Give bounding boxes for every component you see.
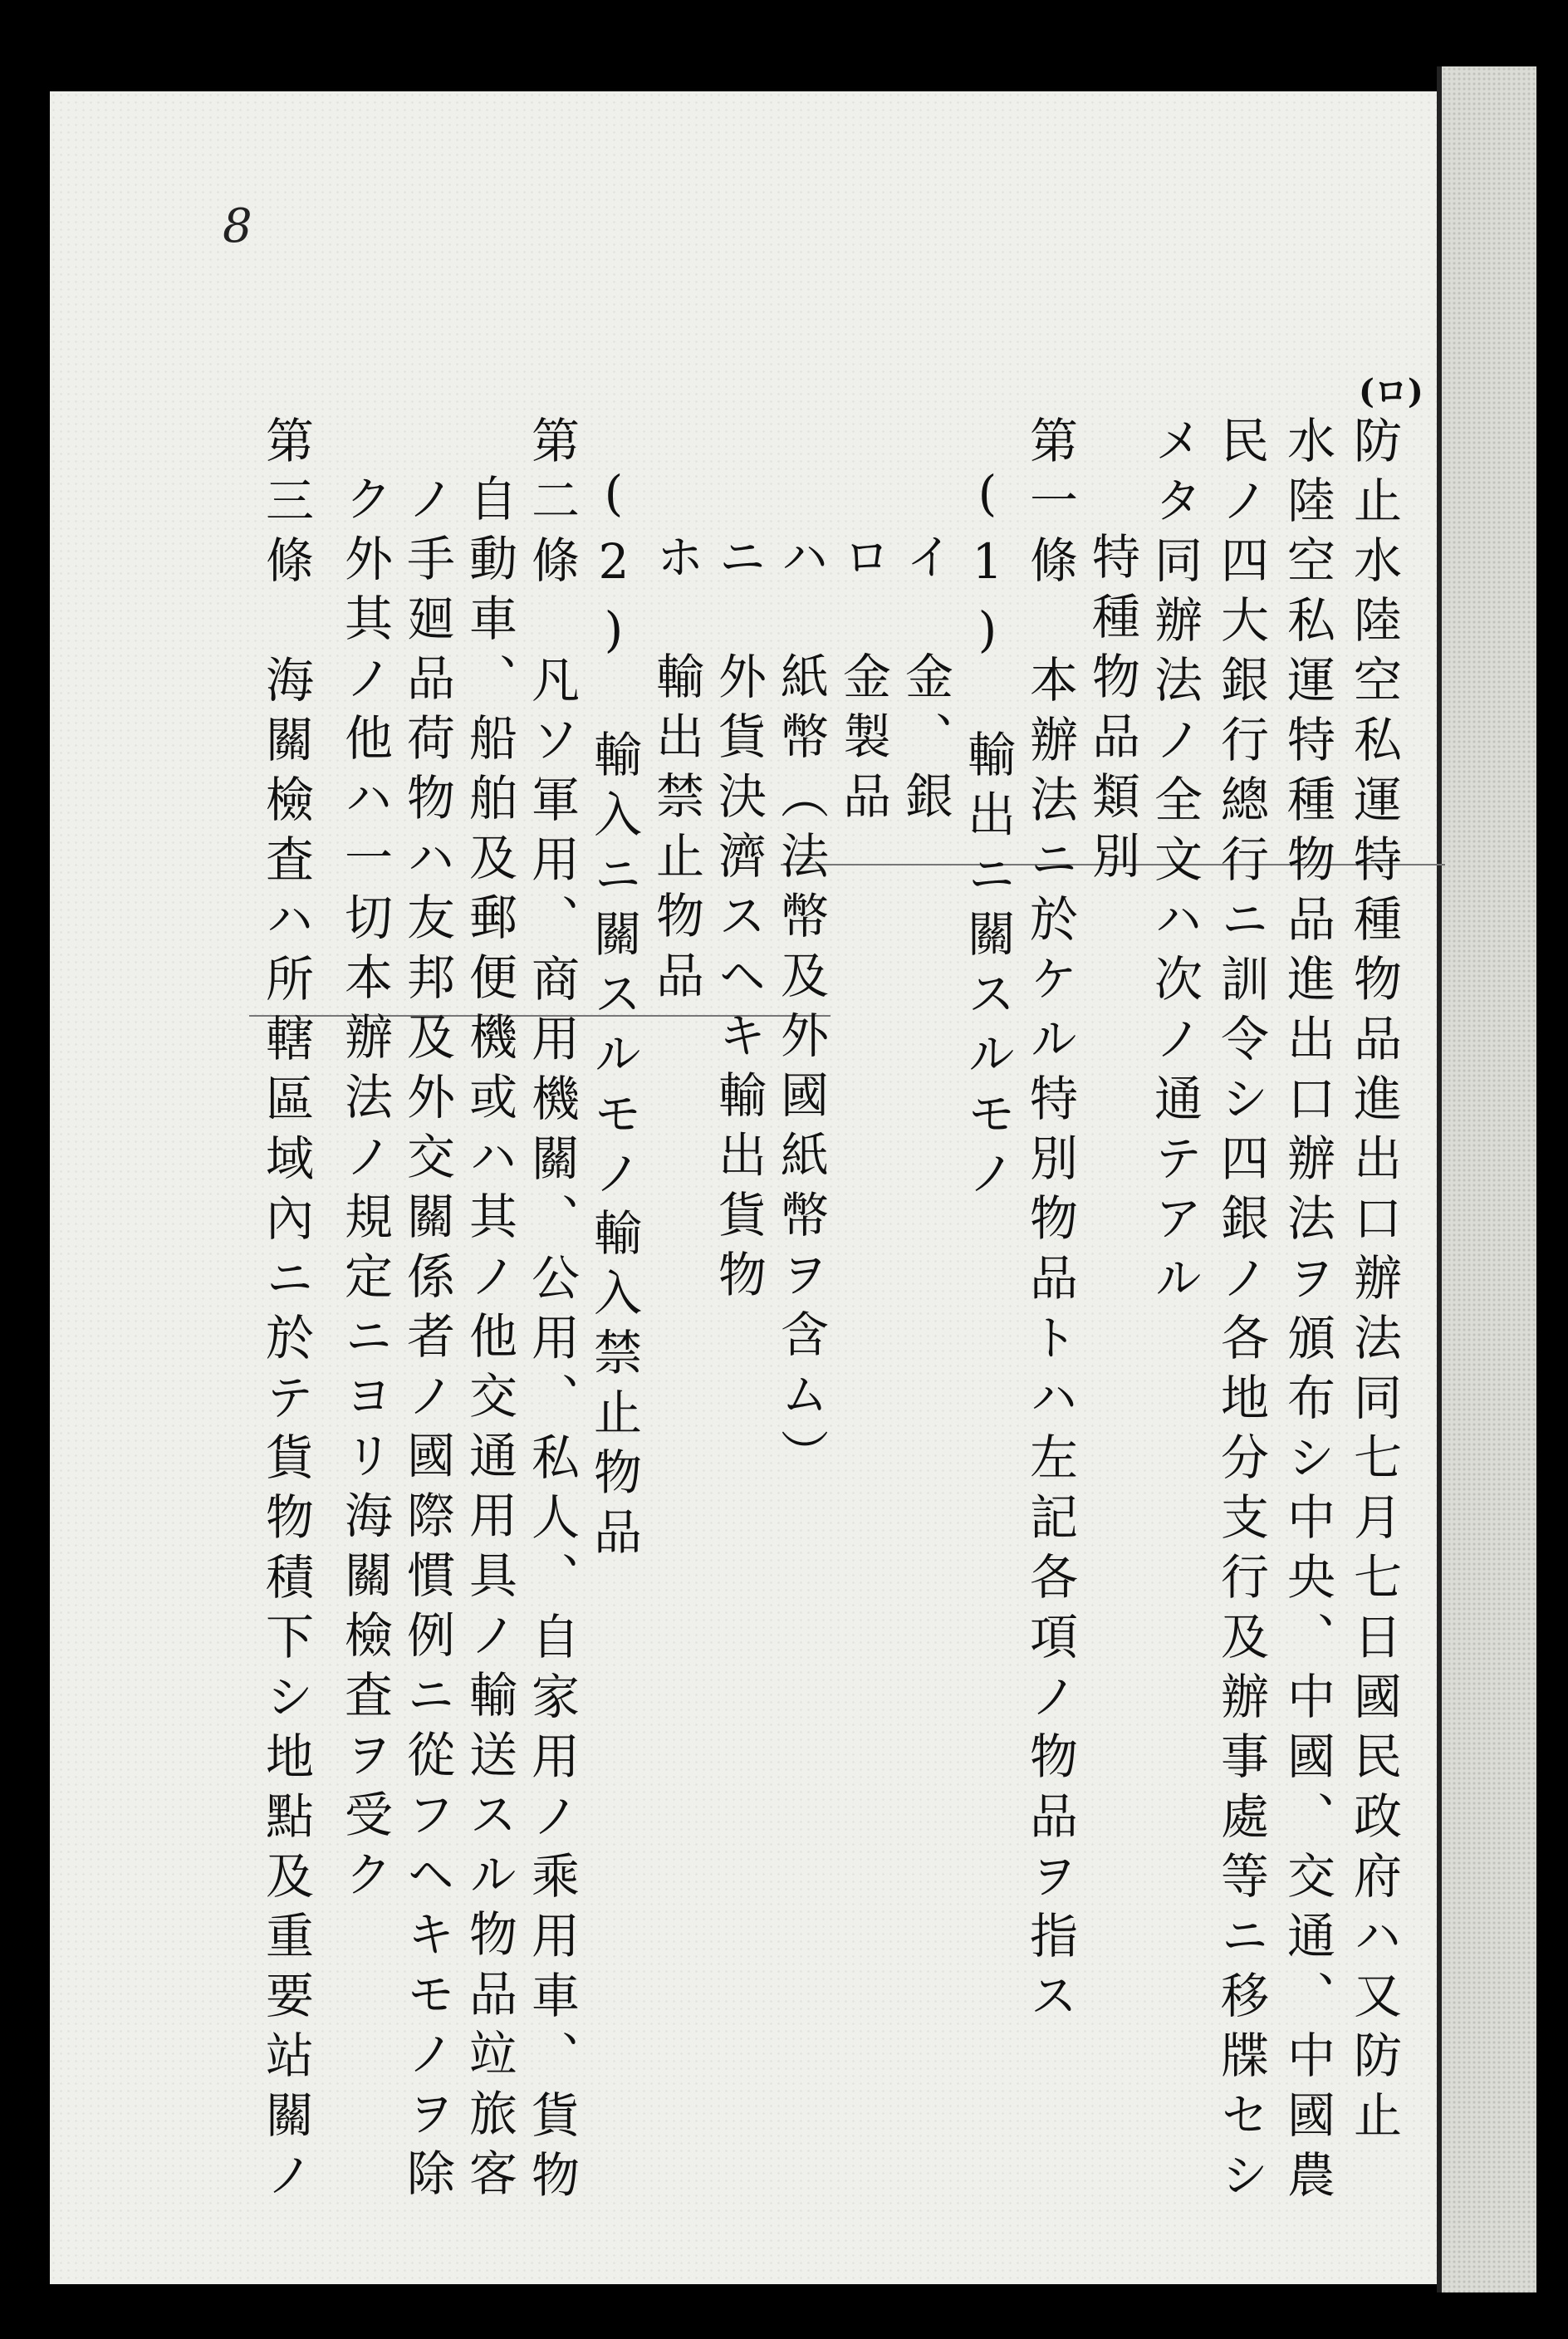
text-column: 防止水陸空私運特種物品進出口辦法同七月七日國民政府ハ又防止 — [1345, 415, 1402, 2150]
page-number: 8 — [223, 199, 252, 253]
text-column: メタ同辦法ノ全文ハ次ノ通テアル — [1146, 415, 1203, 1312]
text-column: 第二條 凡ソ軍用、商用機關、公用、私人、自家用ノ乘用車、貨物 — [523, 415, 580, 2209]
text-column: 第三條 海關檢査ハ所轄區域內ニ於テ貨物積下シ地點及重要站關ノ — [257, 415, 314, 2209]
text-column: ハ 紙幣（法幣及外國紙幣ヲ含ム） — [772, 532, 829, 1488]
text-column: 水陸空私運特種物品進出口辦法ヲ頒布シ中央、中國、交通、中國農 — [1279, 415, 1335, 2209]
text-column: ニ 外貨決濟スヘキ輸出貨物 — [710, 532, 767, 1309]
text-column: (2) 輸入ニ關スルモノ輸入禁止物品 — [586, 465, 642, 1567]
text-column: ク外其ノ他ハ一切本辦法ノ規定ニヨリ海關檢査ヲ受ク — [336, 473, 393, 1909]
text-column: 民ノ四大銀行總行ニ訓令シ四銀ノ各地分支行及辦事處等ニ移牒セシ — [1213, 415, 1269, 2209]
text-column: ノ手廻品荷物ハ友邦及外交關係者ノ國際慣例ニ從フヘキモノヲ除 — [399, 473, 455, 2208]
spine-edge — [1437, 66, 1442, 2292]
section-marker: (ロ) — [1359, 372, 1423, 411]
text-column: (1) 輸出ニ關スルモノ — [959, 465, 1016, 1208]
text-column: イ 金、銀 — [897, 532, 953, 831]
text-column: 第一條 本辦法ニ於ケル特別物品トハ左記各項ノ物品ヲ指ス — [1022, 415, 1078, 2030]
text-column: ロ 金製品 — [835, 532, 891, 831]
text-column: 自動車、船舶及郵便機或ハ其ノ他交通用具ノ輸送スル物品竝旅客 — [461, 473, 517, 2208]
text-column: ホ 輸出禁止物品 — [648, 532, 704, 1010]
book-spine — [1437, 66, 1536, 2292]
text-column: 特種物品類別 — [1084, 532, 1140, 890]
